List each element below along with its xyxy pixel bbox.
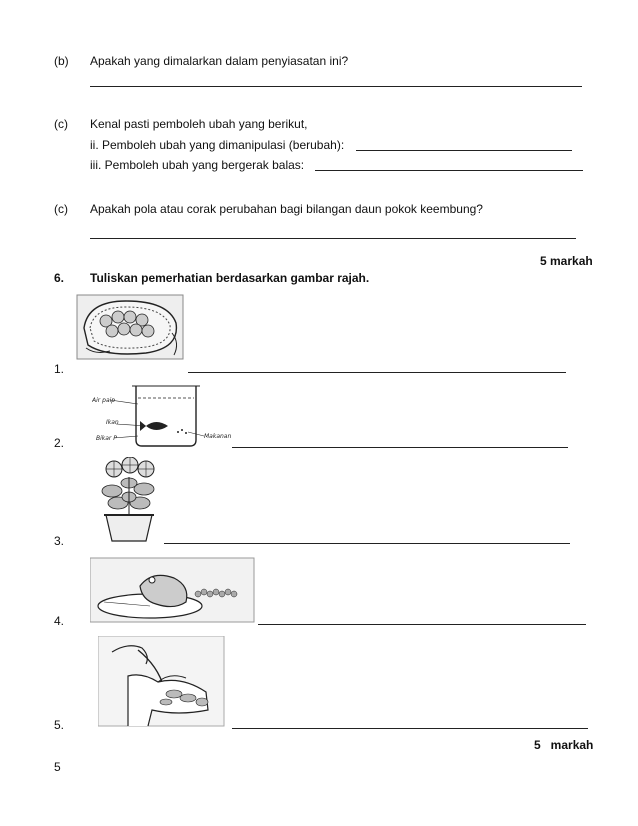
marks-label-2: 5 markah [534,738,594,752]
answer-number-3: 3. [54,534,65,548]
answer-number-5: 5. [54,718,65,732]
question-6-number: 6. [54,271,65,285]
label-fish: Ikan [106,419,119,426]
question-c2-answer-line[interactable] [90,238,576,239]
label-tap-water: Air paip [92,397,116,404]
answer-line-1[interactable] [188,372,566,373]
answer-number-1: 1. [54,362,65,376]
fish-beaker-figure [92,380,232,450]
frog-lilypad-figure [90,556,256,624]
responding-variable-label: iii. Pemboleh ubah yang bergerak balas: [90,158,305,172]
question-c2-text: Apakah pola atau corak perubahan bagi bilangan daun pokok keembung? [90,202,483,216]
manipulated-variable-answer-line[interactable] [356,150,572,151]
answer-number-4: 4. [54,614,65,628]
manipulated-variable-label: ii. Pemboleh ubah yang dimanipulasi (berubah): [90,138,345,152]
answer-line-5[interactable] [232,728,588,729]
answer-number-2: 2. [54,436,65,450]
answer-line-2[interactable] [232,447,568,448]
label-food: Makanan [204,433,232,440]
question-6-text: Tuliskan pemerhatian berdasarkan gambar rajah. [90,271,370,285]
potted-plant-figure [98,457,160,543]
question-c1-label: (c) [54,117,68,131]
page-number: 5 [54,760,61,774]
hand-plant-figure [98,636,226,728]
question-b-answer-line[interactable] [90,86,582,87]
label-beaker: Bikar P [96,435,117,442]
marks-label-1: 5 markah [540,254,593,268]
question-c2-label: (c) [54,202,68,216]
responding-variable-answer-line[interactable] [315,170,583,171]
question-b-text: Apakah yang dimalarkan dalam penyiasatan ini? [90,54,349,68]
seed-figure [76,293,186,361]
answer-line-4[interactable] [258,624,586,625]
question-b-label: (b) [54,54,69,68]
question-c1-text: Kenal pasti pemboleh ubah yang berikut, [90,117,308,131]
answer-line-3[interactable] [164,543,570,544]
